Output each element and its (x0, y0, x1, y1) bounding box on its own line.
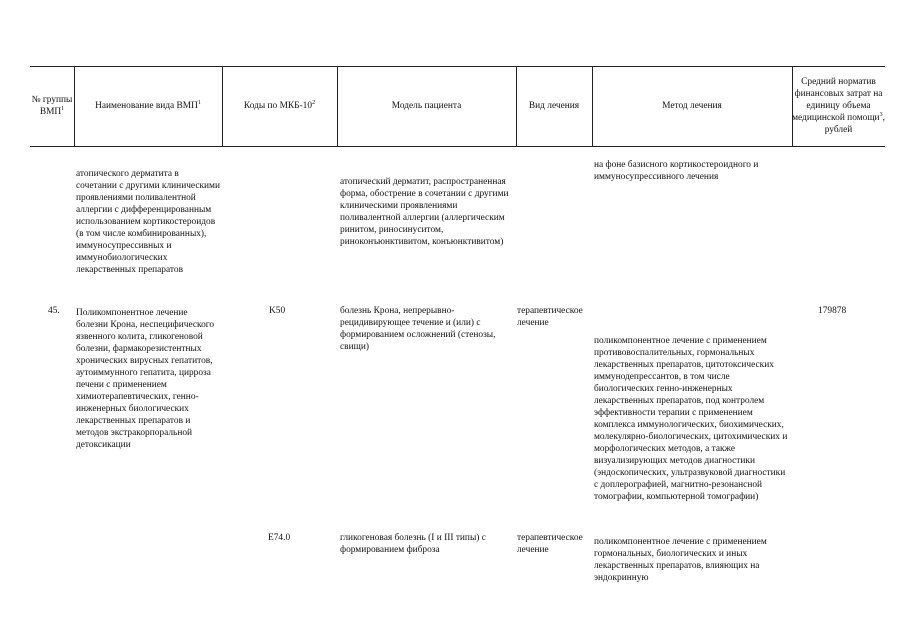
row-45-e74-icd: E74.0 (268, 533, 291, 543)
header-group-no: № группы ВМП$^1$ (31, 95, 73, 117)
cont-treatment-method: на фоне базисного кортикостероидного и иммуносупрессивного лечения (594, 160, 759, 182)
row-45-group-no: 45. (48, 306, 60, 316)
header-bottom-border (30, 146, 885, 147)
row-45-cost: 179878 (818, 306, 847, 316)
header-patient-model: Модель пациента (391, 101, 462, 111)
row-45-vmp-name: Поликомпонентное лечение болезни Крона, неспецифического язвенного колита, гликогеновой болезни, фармакорезистентных хронических вирусных гепатитов, аутоиммунного гепатита, цирроза печени с применением химиотерапевтических, генно-инженерных биологических лекарственных препаратов и методов экстракорпоральной детоксикации (76, 308, 215, 450)
cont-vmp-name: атопического дерматита в сочетании с другими клиническими проявлениями поливалентной аллергии с дифференцированным использованием кортикостероидов (в том числе комбинированных), иммуносупрессивных и иммунобиологических лекарственных препаратов (76, 169, 221, 275)
row-45-k50-patient-model: болезнь Крона, непрерывно-рецидивирующее течение и (или) с формированием осложнений (стенозы, свищи) (340, 306, 496, 352)
header-cost-norm: Средний норматив финансовых затрат на единицу объема медицинской помощи$^3$, рублей (792, 77, 885, 135)
header-treatment-method: Метод лечения (662, 101, 722, 111)
row-45-k50-treatment-method: поликомпонентное лечение с применением противовоспалительных, гормональных лекарственных препаратов, цитотоксических иммунодепрессантов, в том числе биологических генно-инженерных лекарственных препаратов, под контролем эффективности терапии с применением комплекса иммунологических, биохимических, молекулярно-биологических, цитохимических и морфологических методов, а также визуализирующих методов диагностики (эндоскопических, ультразвуковой диагностики с доплерографией, магнитно-резонансной томографии, компьютерной томографии) (594, 336, 788, 502)
header-treatment-type: Вид лечения (528, 101, 580, 111)
row-45-k50-treatment-type: терапевтическое лечение (517, 306, 583, 328)
row-45-e74-treatment-type: терапевтическое лечение (517, 533, 583, 555)
row-45-e74-patient-model: гликогеновая болезнь (I и III типы) с формированием фиброза (340, 533, 486, 555)
row-45-k50-icd: K50 (269, 306, 286, 316)
row-45-e74-treatment-method: поликомпонентное лечение с применением гормональных, биологических и иных лекарственных препаратов, влияющих на эндокринную (594, 537, 767, 583)
header-vmp-name: Наименование вида ВМП$^1$ (95, 99, 201, 111)
header-icd-codes: Коды по МКБ-$10^2$ (243, 99, 316, 111)
cont-patient-model: атопический дерматит, распространенная форма, обострение в сочетании с другими клиническими проявлениями поливалентной аллергии (аллергическим ринитом, риносинуситом, риноконъюнктивитом, конъюнктивитом) (340, 177, 509, 247)
